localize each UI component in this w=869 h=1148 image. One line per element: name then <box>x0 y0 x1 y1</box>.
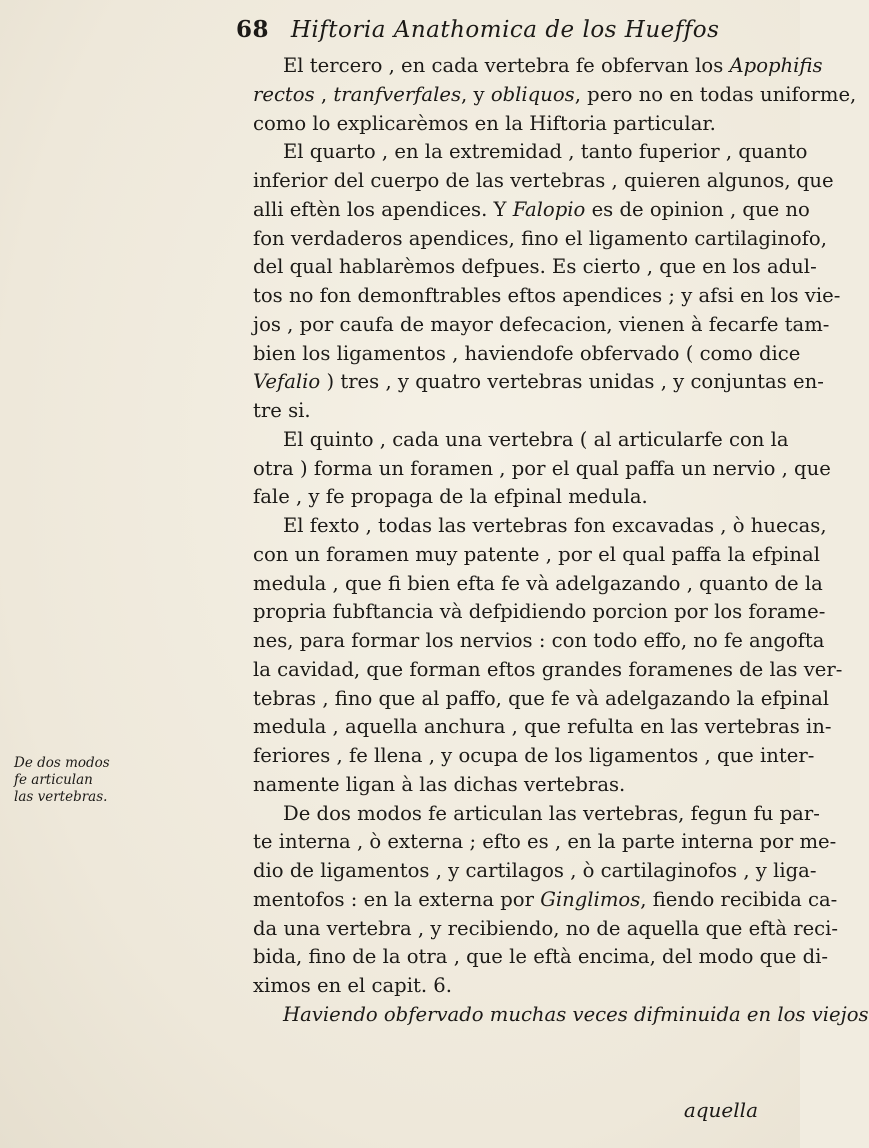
text-line <box>253 368 824 397</box>
text-line <box>253 167 834 196</box>
text-line <box>253 828 837 857</box>
text-run: De dos modos fe articulan las vertebras, fegun fu par- <box>283 801 820 825</box>
italic-text: Vefalio <box>253 370 321 394</box>
text-line <box>253 340 801 369</box>
text-line <box>253 1001 869 1030</box>
text-line <box>253 426 789 455</box>
text-line <box>253 397 785 426</box>
text-run: , y <box>461 82 491 106</box>
paragraph <box>253 1001 869 1030</box>
marginal-note-line: De dos modos <box>14 755 110 771</box>
text-line <box>253 110 785 139</box>
text-run: nes, para formar los nervios : con todo effo, no fe angofta <box>253 629 825 652</box>
marginal-note <box>14 755 110 806</box>
text-line <box>253 915 839 944</box>
italic-text: obliquos <box>490 82 575 106</box>
text-run: bien los ligamentos , haviendofe obfervado ( como dice <box>253 341 801 365</box>
text-run: namente ligan à las dichas vertebras. <box>253 772 626 796</box>
paragraph <box>253 426 831 512</box>
paragraph <box>253 800 839 1001</box>
text-run: , pero no en todas uniforme, <box>574 82 857 106</box>
marginal-note-line: fe articulan <box>14 772 93 788</box>
running-title: Hiftoria Anathomica de los Hueffos <box>290 17 720 43</box>
text-run: , <box>314 82 334 106</box>
text-line <box>253 886 838 915</box>
italic-text: Apophifis <box>729 54 823 77</box>
body-text <box>253 52 869 1030</box>
text-line <box>253 570 823 599</box>
text-run: da una vertebra , y recibiendo, no de aquella que eftà reci- <box>253 916 839 940</box>
text-line <box>253 483 785 512</box>
text-run: propria fubftancia và defpidiendo porcion por los forame- <box>253 600 826 624</box>
text-run: dio de ligamentos , y cartilagos , ò cartilaginofos , y liga- <box>253 859 817 882</box>
text-run: fale , y fe propaga de la efpinal medula. <box>253 485 648 509</box>
text-line <box>253 253 817 282</box>
text-run: ) tres , y quatro vertebras unidas , y conjuntas en- <box>320 370 824 394</box>
text-line <box>253 52 823 81</box>
text-run: El quarto , en la extremidad , tanto fuperior , quanto <box>283 140 808 164</box>
text-line <box>253 857 817 886</box>
text-line <box>253 541 820 570</box>
text-run: jos , por caufa de mayor defecacion, vienen à fecarfe tam- <box>253 312 830 336</box>
text-line <box>253 225 827 254</box>
text-line <box>253 282 841 311</box>
text-run: mentofos : en la externa por <box>253 887 541 911</box>
text-line <box>253 943 829 972</box>
italic-text: Ginglimos <box>540 887 641 911</box>
catchword: aquella <box>683 1098 758 1122</box>
text-run: te interna , ò externa ; efto es , en la parte interna por me- <box>253 830 837 854</box>
italic-text: Haviendo obfervado muchas veces difminuida en los viejos <box>283 1002 869 1026</box>
text-line <box>253 972 785 1001</box>
text-line <box>253 311 830 340</box>
text-run: El quinto , cada una vertebra ( al articularfe con la <box>283 427 789 451</box>
text-line <box>253 455 831 484</box>
text-run: feriores , fe llena , y ocupa de los ligamentos , que inter- <box>253 744 815 767</box>
text-line <box>253 598 826 627</box>
text-line <box>253 627 825 656</box>
text-line <box>253 742 815 771</box>
text-line <box>253 685 830 714</box>
text-run: del qual hablarèmos defpues. Es cierto , que en los adul- <box>253 255 817 279</box>
text-run: bida, fino de la otra , que le eftà encima, del modo que di- <box>253 945 829 969</box>
text-line <box>253 713 832 742</box>
text-run: la cavidad, que forman eftos grandes foramenes de las ver- <box>253 657 843 681</box>
text-line <box>253 771 785 800</box>
page-number: 68 <box>236 16 270 43</box>
text-line <box>253 512 827 541</box>
text-run: como lo explicarèmos en la Hiftoria particular. <box>253 111 716 135</box>
text-run: tos no fon demonftrables eftos apendices ; y afsi en los vie- <box>253 284 841 307</box>
text-run: inferior del cuerpo de las vertebras , quieren algunos, que <box>253 169 834 192</box>
italic-text: Falopio <box>512 197 586 221</box>
text-run: , fiendo recibida ca- <box>640 887 838 911</box>
text-line <box>253 800 820 829</box>
text-run: El fexto , todas las vertebras fon excavadas , ò huecas, <box>283 514 827 537</box>
text-line <box>253 656 843 685</box>
text-line <box>253 138 808 167</box>
text-line <box>253 196 810 225</box>
text-run: ximos en el capit. 6. <box>253 974 452 997</box>
page-header <box>236 16 776 43</box>
text-run: con un foramen muy patente , por el qual paffa la efpinal <box>253 542 820 566</box>
text-line <box>253 81 857 110</box>
text-run: alli eftèn los apendices. Y <box>253 197 513 221</box>
text-run: otra ) forma un foramen , por el qual paffa un nervio , que <box>253 456 831 480</box>
text-run: es de opinion , que no <box>585 197 810 221</box>
text-run: medula , que fi bien efta fe và adelgazando , quanto de la <box>253 571 823 595</box>
paragraph <box>253 52 857 138</box>
text-run: tebras , fino que al paffo, que fe và adelgazando la efpinal <box>253 686 830 710</box>
italic-text: rectos <box>253 82 315 106</box>
italic-text: tranfverfales <box>333 82 462 106</box>
paragraph <box>253 512 843 800</box>
marginal-note-line: las vertebras. <box>14 789 108 805</box>
paragraph <box>253 138 841 426</box>
text-run: fon verdaderos apendices, fino el ligamento cartilaginofo, <box>253 226 827 250</box>
text-run: tre si. <box>253 399 311 422</box>
text-run: El tercero , en cada vertebra fe obfervan los <box>283 54 730 77</box>
text-run: medula , aquella anchura , que refulta en las vertebras in- <box>253 715 832 739</box>
